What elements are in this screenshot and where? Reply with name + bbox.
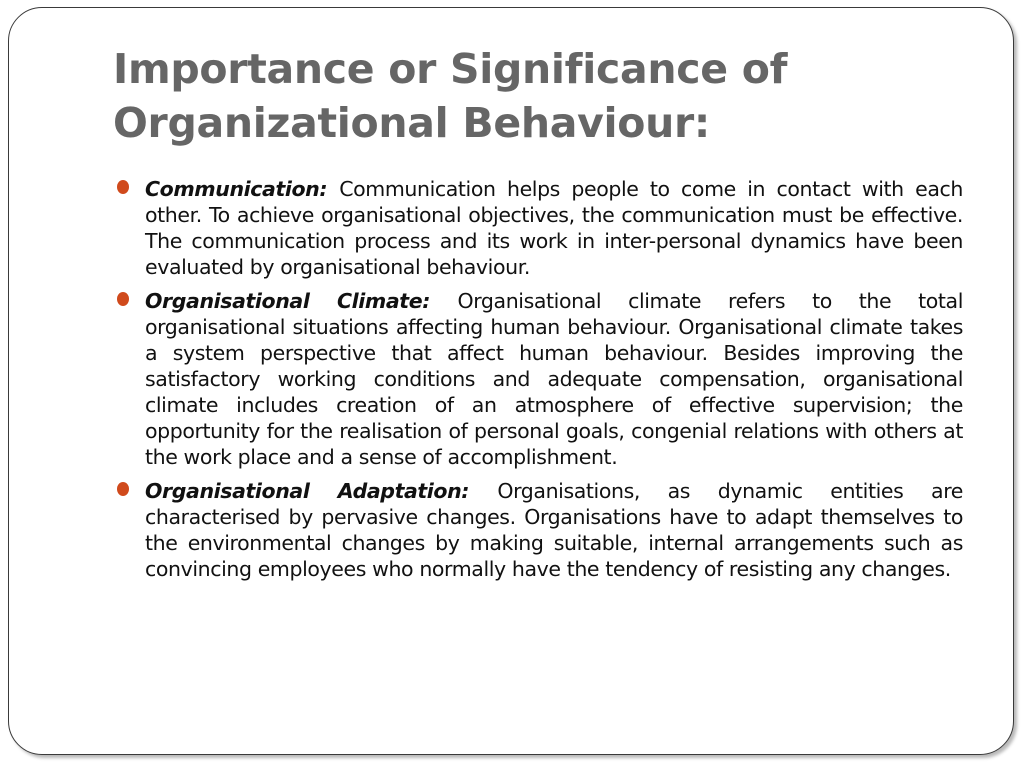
bullet-text: Organisational climate refers to the total organisational situations affecting human behaviour. Organisational climate takes a system perspective that affect human behaviour. Besides improving the satisfactory working conditions and adequate compensation, organisational climate includes creation of an atmosphere of effective supervision; the opportunity for the realisation of personal goals, congenial relations with others at the work place and a sense of accomplishment. — [145, 289, 963, 469]
bullet-item-organisational-adaptation — [113, 478, 963, 582]
bullet-icon — [117, 180, 129, 194]
bullet-item-organisational-climate — [113, 288, 963, 470]
bullet-item-communication — [113, 176, 963, 280]
bullet-term: Communication: — [145, 177, 340, 201]
bullet-list — [113, 176, 963, 590]
bullet-text: Organisations, as dynamic entities are characterised by pervasive changes. Organisations have to adapt themselves to the environmental changes by making suitable, internal arrangements such as convincing employees who normally have the tendency of resisting any changes. — [145, 479, 964, 581]
slide-frame — [8, 7, 1014, 755]
bullet-text: Communication helps people to come in contact with each other. To achieve organisational objectives, the communication must be effective. The communication process and its work in inter-personal dynamics have been evaluated by organisational behaviour. — [145, 177, 964, 279]
bullet-icon — [117, 482, 129, 496]
bullet-term: Organisational Climate: — [145, 289, 458, 313]
slide-title: Importance or Significance of Organizational Behaviour: — [113, 45, 788, 147]
bullet-term: Organisational Adaptation: — [145, 479, 498, 503]
bullet-icon — [117, 292, 129, 306]
